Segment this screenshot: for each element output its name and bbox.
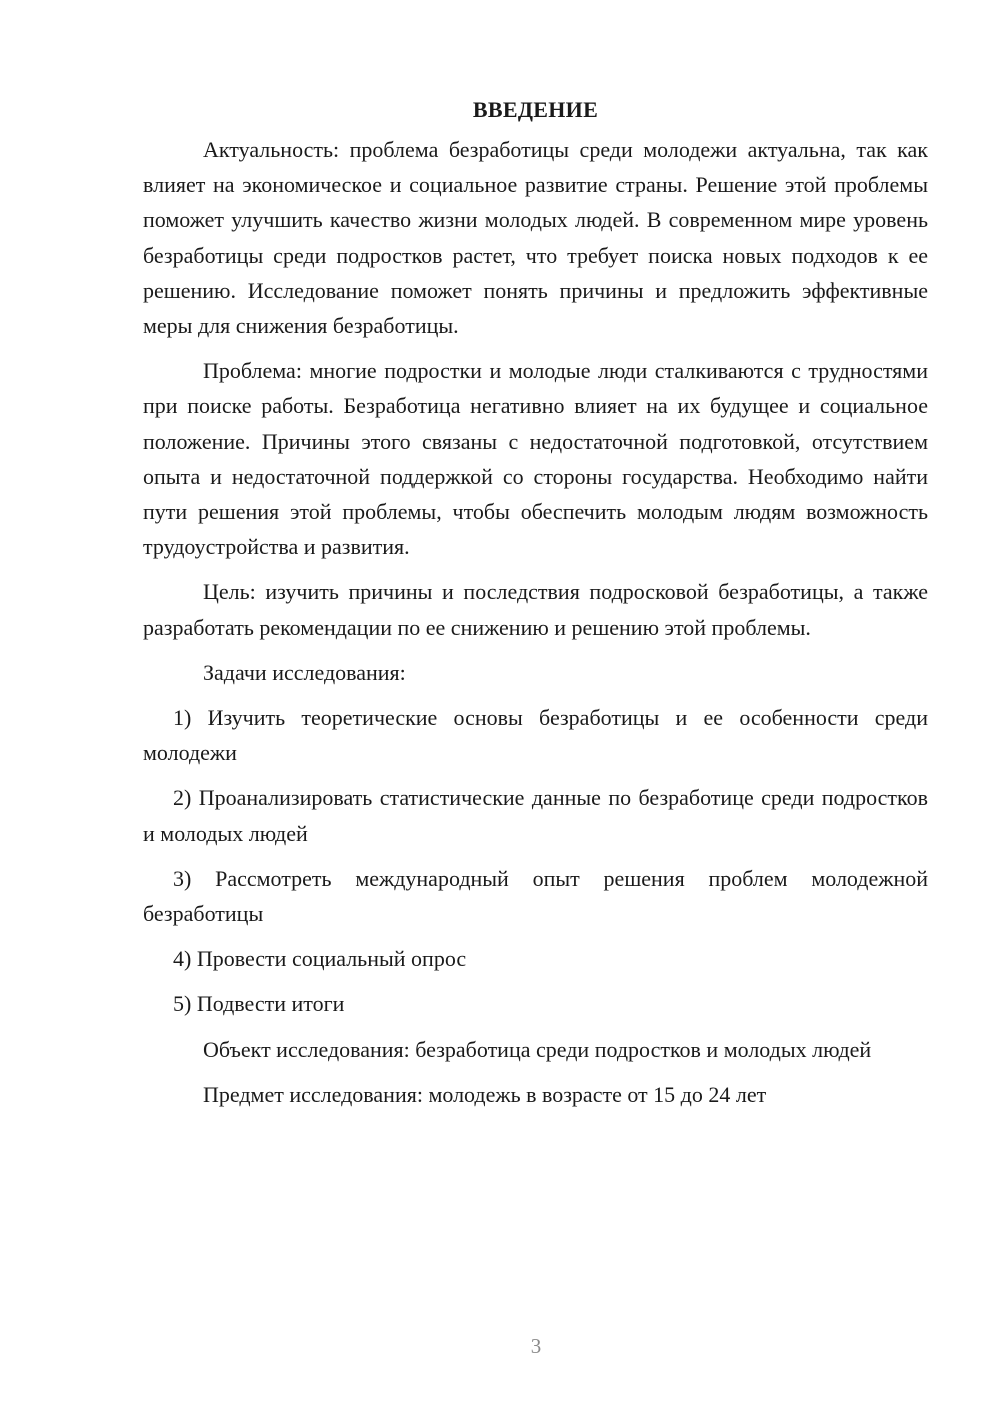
task-item-2: 2) Проанализировать статистические данные по безработице среди подростков и молодых людей [143,785,928,846]
task-item-1: 1) Изучить теоретические основы безработицы и ее особенности среди молодежи [143,705,928,766]
task-item-5: 5) Подвести итоги [173,991,345,1017]
problem-paragraph: Проблема: многие подростки и молодые люди сталкиваются с трудностями при поиске работы. Безработица негативно влияет на их будущее и социальное положение. Причины этого связаны с недостаточной подготовкой, отсутствием опыта и недостаточной поддержкой со стороны государства. Необходимо найти пути решения этой проблемы, чтобы обеспечить молодым людям возможность трудоустройства и развития. [143,358,928,560]
relevance-paragraph: Актуальность: проблема безработицы среди молодежи актуальна, так как влияет на экономическое и социальное развитие страны. Решение этой проблемы поможет улучшить качество жизни молодых людей. В современном мире уровень безработицы среди подростков растет, что требует поиска новых подходов к ее решению. Исследование поможет понять причины и предложить эффективные меры для снижения безработицы. [143,137,928,339]
task-item-3: 3) Рассмотреть международный опыт решения проблем молодежной безработицы [143,865,928,927]
page-number: 3 [530,1334,542,1358]
document-page [143,92,928,1122]
goal-paragraph: Цель: изучить причины и последствия подросковой безработицы, а также разработать рекомендации по ее снижению и решению этой проблемы. [143,579,928,640]
page-title: ВВЕДЕНИЕ [472,97,599,122]
task-item-4: 4) Провести социальный опрос [173,946,467,972]
research-subject-paragraph: Предмет исследования: молодежь в возрасте от 15 до 24 лет [203,1081,767,1107]
research-object-paragraph: Объект исследования: безработица среди подростков и молодых людей [203,1036,872,1062]
tasks-heading: Задачи исследования: [203,659,406,685]
